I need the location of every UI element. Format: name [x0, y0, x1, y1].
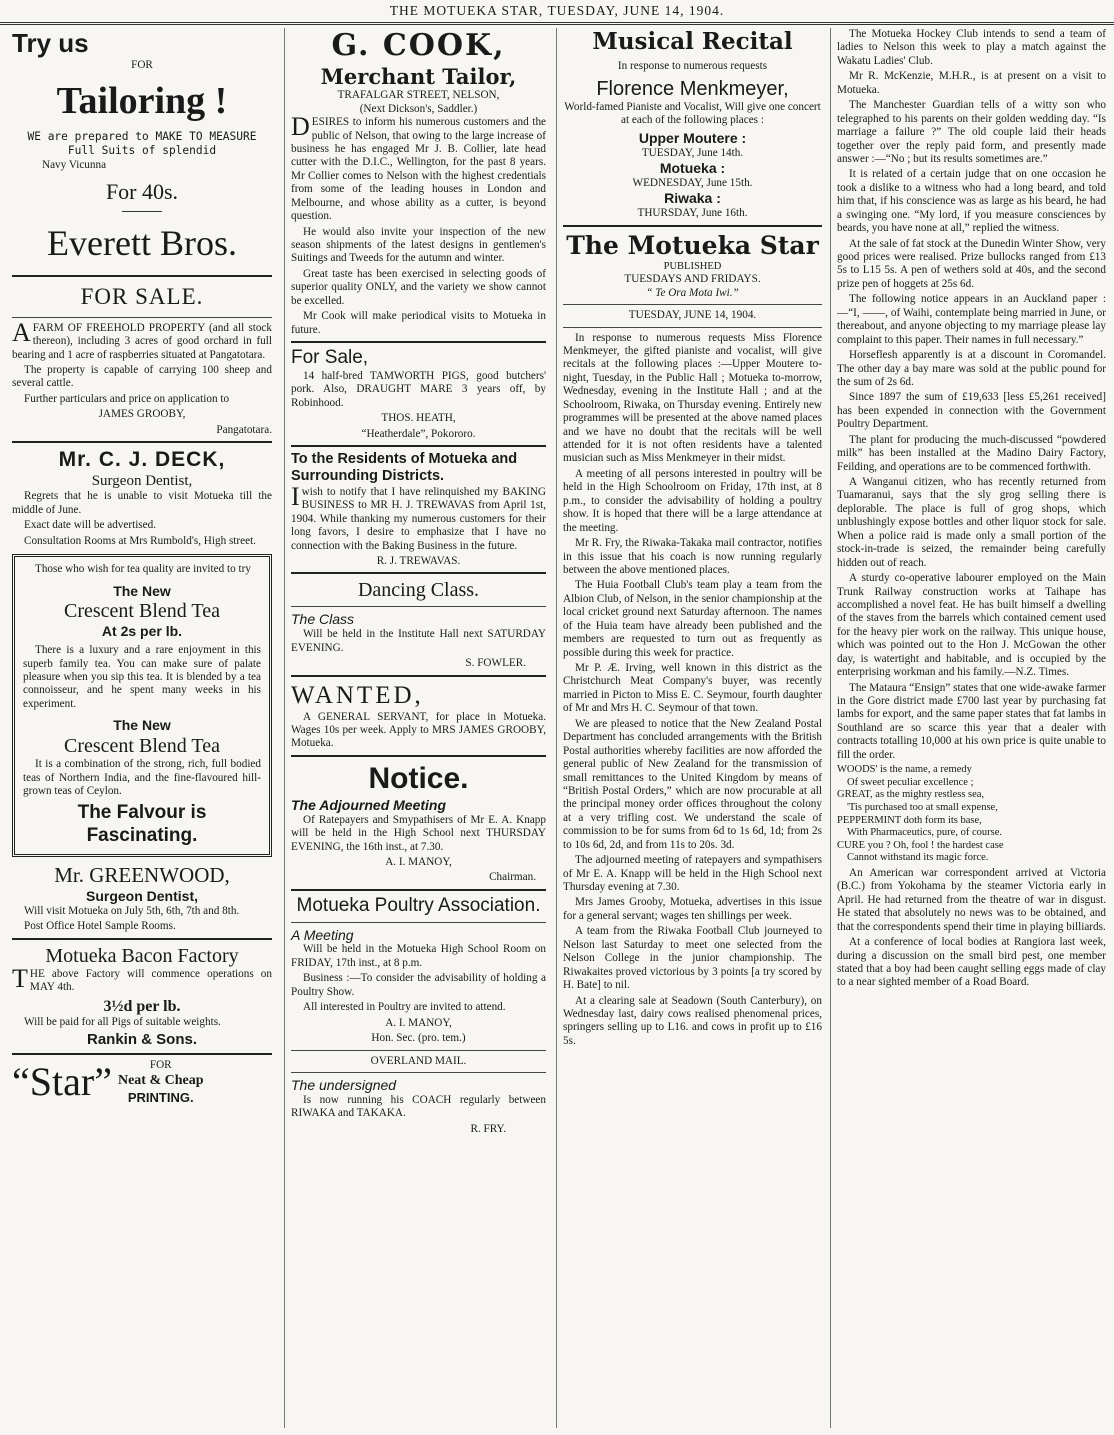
bacon-p1: THE above Factory will commence operations on MAY 4th. [12, 963, 272, 994]
forsale-body: 14 half-bred TAMWORTH PIGS, good butchers' pork. Also, DRAUGHT MARE 3 years off, by Robinhood. [291, 369, 546, 409]
heatherdale: “Heatherdale”, Pokororo. [361, 427, 476, 440]
deck-p3: Consultation Rooms at Mrs Rumbold's, High street. [24, 534, 256, 547]
star-wordmark: “Star” [12, 1059, 112, 1105]
trewavas-sig: R. J. TREWAVAS. [376, 555, 461, 568]
cook-p1: DESIRES to inform his numerous customers and the public of Nelson, that owing to the large increase of business he has engaged Mr J. B. Collier, late head cutter with the D.I.C., Wellington, for the past 8 years. Mr Collier comes to Nelson with the highest credentials from some of the leading houses in London and Melbourne, and whose ability as a cutter, is beyond question. [291, 112, 546, 223]
star-printing: PRINTING. [127, 1089, 194, 1105]
divider [12, 938, 272, 940]
divider [12, 317, 272, 318]
everett-bros: Everett Bros. [47, 222, 237, 263]
undersigned: The undersigned [291, 1076, 397, 1093]
article: The Huia Football Club's team play a team from the Albion Club, of Nelson, in the senior championship at the local cricket ground next Saturday afternoon. The names of the Huia team have already been published and the members are requested to turn out as frequently as possible during this week for practice. [563, 579, 822, 659]
article: The following notice appears in an Auckland paper :—“I, ——, of Waihi, contemplate being married in June, or thereabout, and anyone objecting to my marriage please lay complaint to this paper. Their names in full necessary.” [837, 293, 1106, 346]
divider [291, 1072, 546, 1073]
column-1 [6, 28, 278, 1428]
residents-body: Iwish to notify that I have relinquished my BAKING BUSINESS to MR H. J. TREWAVAS from April 1st, 1904. While thanking my numerous customers for their long favors, I desire to emphasize that I have no connection with the Baking Business in the future. [291, 481, 546, 552]
divider [12, 275, 272, 277]
article: A Wanganui citizen, who has recently returned from Tuamaranui, says that the sly grog selling there is deplorable. The place is full of grog shops, which unblushingly expose bottles and other liquor stock for sale. When a police raid is made only a small portion of the stock-in-trade is seized, the remainder being carefully hidden out of reach. [837, 476, 1106, 569]
divider [291, 1050, 546, 1051]
divider [291, 572, 546, 574]
notice-title: Notice. [368, 761, 469, 795]
star-neat: Neat & Cheap [117, 1072, 204, 1088]
tea-falvour: The Falvour is Fascinating. [77, 802, 207, 847]
publish-days: TUESDAYS AND FRIDAYS. [624, 273, 761, 286]
column-2 [284, 28, 552, 1428]
date-3: THURSDAY, June 16th. [637, 207, 748, 220]
heath-name: THOS. HEATH, [381, 412, 456, 425]
recital-body: World-famed Pianiste and Vocalist, Will give one concert at each of the following places : [564, 101, 821, 127]
article: Mr R. Fry, the Riwaka-Takaka mail contractor, notifies in this issue that his coach is now running regularly between the above mentioned places. [563, 537, 822, 576]
rankin-sons: Rankin & Sons. [86, 1031, 198, 1049]
date-1: TUESDAY, June 14th. [641, 146, 744, 159]
divider [12, 441, 272, 443]
wanted-title: WANTED, [291, 681, 424, 709]
divider [291, 445, 546, 447]
divider [291, 889, 546, 891]
divider [291, 755, 546, 757]
greenwood-p2: Post Office Hotel Sample Rooms. [24, 920, 176, 933]
article: Mr P. Æ. Irving, well known in this district as the Christchurch Meat Company's buyer, was recently married in Picton to Miss E. C. Seymour, fourth daughter of Mr and Mrs H. C. Seymour of that town. [563, 662, 822, 715]
bacon-price: 3½d per lb. [103, 997, 181, 1015]
poultry-title: Motueka Poultry Association. [296, 894, 541, 916]
recital-request: In response to numerous requests [617, 59, 768, 72]
divider [122, 211, 162, 212]
notice-body: Of Ratepayers and Smypathisers of Mr E. A. Knapp will be held in the High School next THURSDAY EVENING, the 16th inst., at 7.30. [291, 813, 546, 853]
paper-title: The Motueka Star [566, 230, 819, 260]
article: At a conference of local bodies at Rangiora last week, during a discussion on the small bird pest, one member stated that a boy had been caught selling eggs made of clay to a near sighted member of a Road Board. [837, 936, 1106, 989]
manoy-sig-2: A. I. MANOY, [385, 1016, 452, 1029]
tea-new: The New [113, 582, 171, 599]
deck-title: Surgeon Dentist, [91, 473, 193, 490]
tea-new-2: The New [113, 717, 171, 734]
tea-body: There is a luxury and a rare enjoyment in this superb family tea. You can make sure of palate pleasure when you sip this tea. It is blended by a tea connoisseur, and he spent many weeks in his experiment. [23, 644, 261, 710]
tailoring-heading: Tailoring ! [56, 79, 228, 122]
navy-vicunna: Navy Vicunna [42, 159, 107, 172]
article: It is related of a certain judge that on one occasion he took a dislike to a witness who had a long beard, and told him that, if his conscience was as large as his beard, he had a swinging one. “My lord, if you measure consciences by beards, you have none at all,” replied the witness. [837, 168, 1106, 235]
article: An American war correspondent arrived at Victoria (B.C.) from Yokohama by the steamer Victoria early in April. He had returned from the theatre of war in disgust. He stated that absolutely no news was to be obtained, and that the correspondents spend their time in playing billiards. [837, 866, 1106, 933]
tea-price: At 2s per lb. [101, 623, 183, 640]
article: The plant for producing the much-discussed “powdered milk” has been installed at the Madino Dairy Factory, Feilding, and operations are to be commenced forthwith. [837, 433, 1106, 473]
tea-ad [12, 554, 272, 857]
verse-line: Cannot withstand its magic force. [847, 852, 989, 864]
cook-name: G. COOK, [331, 28, 506, 63]
residents-title: To the Residents of Motueka and Surrounding Districts. [291, 451, 518, 485]
article: In response to numerous requests Miss Florence Menkmeyer, the gifted pianiste and vocalist, will give recitals at the following places :—Upper Moutere to-night, Tuesday, in the Public Hall ; Motueka to-morrow, Wednesday, evening in the Institute Hall ; and at the Schoolroom, Riwaka, on Thursday evening. Entirely new programmes will be presented at the above named places and we have no doubt that the recitals will be well attended for it is not often residents have a talented musician such as Miss Menkmeyer in their midst. [563, 331, 822, 465]
verse-line: Of sweet peculiar excellence ; [847, 776, 974, 788]
masthead: THE MOTUEKA STAR, TUESDAY, JUNE 14, 1904. [0, 0, 1114, 25]
notice-sub: The Adjourned Meeting [291, 796, 447, 813]
dancing-sub: The Class [291, 611, 355, 628]
tailoring-body: WE are prepared to MAKE TO MEASURE Full Suits of splendid [27, 130, 257, 157]
greenwood-title: Surgeon Dentist, [85, 888, 198, 905]
farm-body: AFARM OF FREEHOLD PROPERTY (and all stock thereon), including 3 acres of good orchard in full bearing and 1 acre of raspberries situated at Pangatotara. [12, 317, 272, 361]
article: We are pleased to notice that the New Zealand Postal Department has concluded arrangements with the British Postal authorities whereby facilities are now afforded the general public of New Zealand for the transmission of small remittances to the United Kingdom by means of “British Postal Orders,” which are now procurable at all the principal money order offices throughout the colony at a very trifling cost. We understand the scale of commission to be for sums from 6d to 1s 6d, 1d; from 2s to 10s 6d, 2d, and from 11s to 20s. 3d. [563, 717, 822, 851]
deck-name: Mr. C. J. DECK, [58, 448, 226, 472]
for-sale-heading: FOR SALE. [80, 284, 204, 310]
coach-body: Is now running his COACH regularly between RIWAKA and TAKAKA. [291, 1093, 546, 1120]
cook-p3: Great taste has been exercised in selecting goods of superior quality ONLY, and the variety we show cannot be excelled. [291, 267, 546, 307]
bacon-p2: Will be paid for all Pigs of suitable weights. [24, 1015, 221, 1028]
article: Mrs James Grooby, Motueka, advertises in this issue for a general servant; wages ten shillings per week. [563, 896, 822, 922]
tailoring-price: For 40s. [105, 178, 179, 204]
overland-mail: OVERLAND MAIL. [370, 1054, 467, 1067]
grooby-name: JAMES GROOBY, [98, 408, 186, 421]
cook-p2: He would also invite your inspection of the new season shipments of the latest designs in gentlemen's Suitings and Tweeds for the autumn and winter. [291, 225, 546, 265]
verse-line: With Pharmaceutics, pure, of course. [847, 827, 1002, 839]
dateline: TUESDAY, JUNE 14, 1904. [628, 309, 757, 322]
motto: “ Te Ora Mota Iwi.” [646, 286, 739, 299]
hon-sec: Hon. Sec. (pro. tem.) [371, 1032, 466, 1045]
article: A sturdy co-operative labourer employed on the Main Trunk Railway construction works at Taihape has accomplished a novel feat. He has built himself a dwelling of the staves from the barrels which contained cement used for the heavy pier work on the railway. This unique house, which was pointed out to the Hon J. McGowan the other day, is watertight and habitable, and is occupied by the enterprising workman and his family.—N.Z. Times. [837, 572, 1106, 679]
tea-brand-2: Crescent Blend Tea [64, 735, 220, 758]
article: The adjourned meeting of ratepayers and sympathisers of Mr E. A. Knapp will be held in the High School next Thursday evening at 7.30. [563, 854, 822, 894]
forsale-title: For Sale, [291, 347, 369, 369]
divider [12, 1053, 272, 1055]
farm-p3: Further particulars and price on application to [24, 392, 230, 405]
tea-brand: Crescent Blend Tea [64, 600, 220, 623]
poultry-p2: Business :—To consider the advisability of holding a Poultry Show. [291, 972, 546, 998]
column-3 [556, 28, 828, 1428]
try-us-heading: Try us [12, 28, 89, 58]
place-1: Upper Moutere : [638, 129, 747, 146]
deck-p2: Exact date will be advertised. [24, 519, 157, 532]
deck-p1: Regrets that he is unable to visit Motueka till the middle of June. [12, 490, 272, 516]
divider [291, 341, 546, 343]
divider [563, 327, 822, 328]
article: The Motueka Hockey Club intends to send a team of ladies to Nelson this week to play a match against the Wakatu Ladies' Club. [837, 28, 1106, 67]
article: A meeting of all persons interested in poultry will be held in the High Schoolroom on Friday, 17th inst, at 8 p.m., to consider the advisability of holding a poultry show. It is hoped that there will be a large attendance at the meeting. [563, 467, 822, 534]
article: The Mataura “Ensign” states that one wide-awake farmer in the Gore district made £700 last year by purchasing fat lambs for export, and the same paper states that fat lambs in Southland are so scarce this year that a dealer with contracts totalling 10,000 at his own price is quite unable to fill the order. [837, 681, 1106, 761]
poultry-p1: Will be held in the Motueka High School Room on FRIDAY, 17th inst., at 8 p.m. [291, 943, 546, 969]
verse-line: WOODS' is the name, a remedy [837, 764, 972, 776]
star-printing-ad [12, 1059, 272, 1105]
fry-sig: R. FRY. [470, 1122, 506, 1135]
poultry-sub: A Meeting [291, 926, 354, 943]
chairman: Chairman. [489, 871, 536, 884]
column-4 [830, 28, 1112, 1428]
cook-next: (Next Dickson's, Saddler.) [359, 102, 478, 115]
divider [563, 225, 822, 227]
manoy-sig: A. I. MANOY, [385, 855, 452, 868]
cook-address: TRAFALGAR STREET, NELSON, [337, 89, 500, 102]
article: Horseflesh apparently is at a discount in Coromandel. The other day a bay mare was sold at the public pound for the sum of 2s 6d. [837, 349, 1106, 388]
verse-line: PEPPERMINT doth form its base, [837, 814, 982, 826]
article: A team from the Riwaka Football Club journeyed to Nelson last Saturday to meet one selected from the Nelson College in the junior championship. The Riwakaites proved victorious by 3 points [a try scored by H. Bate] to nil. [563, 925, 822, 992]
place-3: Riwaka : [664, 190, 721, 207]
divider [291, 922, 546, 923]
cook-p4: Mr Cook will make periodical visits to Motueka in future. [291, 310, 546, 336]
verse-line: GREAT, as the mighty restless sea, [837, 789, 985, 801]
tea-body-2: It is a combination of the strong, rich, full bodied teas of Northern India, and the fine-flavoured hill-grown teas of Ceylon. [23, 758, 261, 798]
verse-line: 'Tis purchased too at small expense, [847, 801, 998, 813]
divider [291, 675, 546, 677]
article: Since 1897 the sum of £19,633 [less £5,261 received] has been expended in connection with the Government Poultry Department. [837, 391, 1106, 431]
recital-title: Musical Recital [592, 28, 793, 55]
greenwood-p1: Will visit Motueka on July 5th, 6th, 7th and 8th. [24, 905, 240, 918]
cook-title: Merchant Tailor, [320, 64, 517, 89]
wanted-body: A GENERAL SERVANT, for place in Motueka. Wages 10s per week. Apply to MRS JAMES GROOBY, Motueka. [291, 710, 546, 750]
article: At the sale of fat stock at the Dunedin Winter Show, very good prices were realised. Prize bullocks ranged from £13 5s to L15 5s. A pen of wethers sold at 40s, and the second prize pen of hoggets at 25s 6d. [837, 237, 1106, 290]
place-2: Motueka : [659, 160, 726, 177]
article: Mr R. McKenzie, M.H.R., is at present on a visit to Motueka. [837, 70, 1106, 96]
published-label: PUBLISHED [663, 260, 722, 272]
verse-line: CURE you ? Oh, fool ! the hardest case [837, 839, 1004, 851]
greenwood-name: Mr. GREENWOOD, [54, 863, 230, 888]
fowler-sig: S. FOWLER. [465, 657, 526, 670]
divider [563, 304, 822, 305]
bacon-title: Motueka Bacon Factory [45, 944, 239, 967]
woods-verse [837, 764, 1106, 865]
star-for: FOR [149, 1059, 172, 1072]
dancing-body: Will be held in the Institute Hall next SATURDAY EVENING. [291, 628, 546, 654]
for-label: FOR [131, 59, 153, 72]
farm-p2: The property is capable of carrying 100 sheep and several cattle. [12, 364, 272, 390]
tea-intro: Those who wish for tea quality are invited to try [35, 563, 251, 576]
dancing-title: Dancing Class. [357, 579, 480, 602]
article: The Manchester Guardian tells of a witty son who telegraphed to his parents on their golden wedding day. “Is marriage a failure ?” The old couple laid their heads together over the reply paid form, and presently made answer :—“No ; but its results sometimes are.” [837, 99, 1106, 165]
date-2: WEDNESDAY, June 15th. [632, 176, 753, 189]
divider [291, 606, 546, 607]
pangatotara-sig: Pangatotara. [216, 423, 272, 436]
poultry-p3: All interested in Poultry are invited to attend. [303, 1001, 506, 1014]
menkmeyer: Florence Menkmeyer, [596, 78, 789, 101]
article: At a clearing sale at Seadown (South Canterbury), on Wednesday last, dairy cows realised phenomenal prices, springers selling up to L16. and cows in profit up to £16 5s. [563, 994, 822, 1047]
